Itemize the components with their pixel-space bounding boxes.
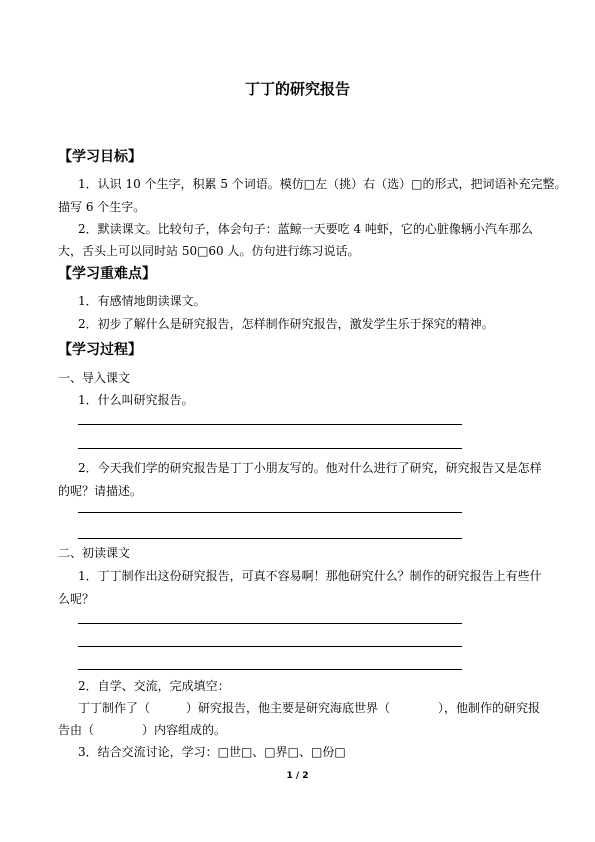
- page-number: 1 / 2: [286, 771, 309, 781]
- section-heading-goals: 【学习目标】: [58, 149, 142, 165]
- goal-line-3: 2．默读课文。比较句子，体会句子：蓝鲸一天要吃 4 吨虾，它的心脏像辆小汽车那么: [78, 222, 533, 236]
- goal-line-2: 描写 6 个生字。: [58, 200, 146, 214]
- part1-question-2-line-1: 2．今天我们学的研究报告是丁丁小朋友写的。他对什么进行了研究，研究报告又是怎样: [78, 461, 542, 475]
- part2-question-1-line-1: 1．丁丁制作出这份研究报告，可真不容易啊！那他研究什么？制作的研究报告上有些什: [78, 569, 542, 583]
- answer-line: [78, 646, 462, 647]
- part1-title: 一、导入课文: [58, 371, 131, 385]
- answer-line: [78, 424, 462, 425]
- part2-question-2: 2．自学、交流，完成填空：: [78, 679, 230, 693]
- section-heading-difficulties: 【学习重难点】: [58, 266, 156, 282]
- answer-line: [78, 448, 462, 449]
- part2-question-1-line-2: 么呢？: [58, 592, 95, 606]
- answer-line: [78, 669, 462, 670]
- fill-in-line-2: 告由（ ）内容组成的。: [58, 723, 227, 737]
- page-title: 丁丁的研究报告: [244, 80, 350, 98]
- fill-in-line-1: 丁丁制作了（ ）研究报告，他主要是研究海底世界（ ），他制作的研究报: [78, 701, 541, 715]
- goal-line-1: 1．认识 10 个生字，积累 5 个词语。模仿□左（挑）右（选）□的形式，把词语补充完整。: [78, 177, 567, 191]
- section-heading-process: 【学习过程】: [58, 342, 142, 358]
- answer-line: [78, 512, 462, 513]
- part1-question-1: 1．什么叫研究报告。: [78, 393, 194, 407]
- difficulty-line-2: 2．初步了解什么是研究报告，怎样制作研究报告，激发学生乐于探究的精神。: [78, 317, 494, 331]
- answer-line: [78, 538, 462, 539]
- part2-question-3: 3．结合交流讨论，学习：□世□、□界□、□份□: [78, 745, 346, 759]
- part2-title: 二、初读课文: [58, 546, 131, 560]
- answer-line: [78, 623, 462, 624]
- difficulty-line-1: 1．有感情地朗读课文。: [78, 294, 206, 308]
- part1-question-2-line-2: 的呢？请描述。: [58, 484, 143, 498]
- goal-line-4: 大，舌头上可以同时站 50□60 人。仿句进行练习说话。: [58, 244, 360, 258]
